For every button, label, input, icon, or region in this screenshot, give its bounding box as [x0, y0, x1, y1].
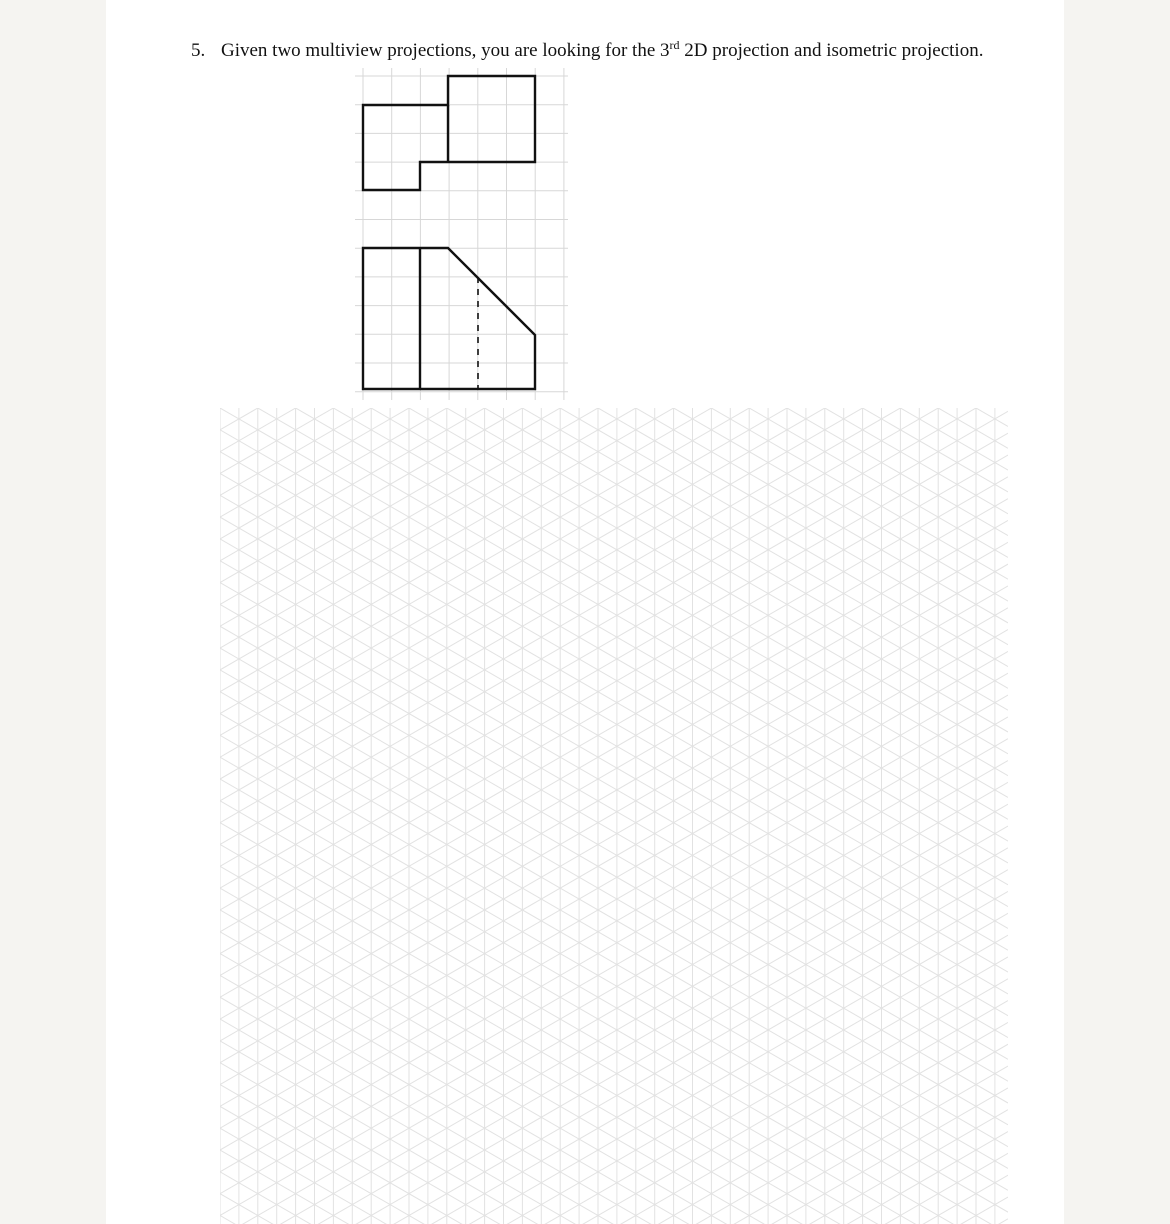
- iso-line: [220, 452, 1008, 907]
- iso-line: [220, 102, 1008, 557]
- iso-line: [220, 408, 1008, 863]
- question-text: Given two multiview projections, you are looking for the 3: [221, 40, 670, 61]
- iso-line: [220, 237, 1008, 692]
- iso-line: [220, 0, 1008, 233]
- iso-line: [220, 735, 1008, 1190]
- iso-line: [220, 651, 1008, 1106]
- iso-line: [220, 302, 1008, 757]
- iso-line: [220, 779, 1008, 1224]
- iso-line: [220, 499, 1008, 954]
- iso-line: [220, 149, 1008, 604]
- iso-line: [220, 15, 1008, 470]
- iso-line: [220, 19, 1008, 474]
- iso-line: [220, 823, 1008, 1224]
- iso-line: [220, 193, 1008, 648]
- iso-line: [220, 0, 1008, 168]
- iso-line: [220, 626, 1008, 1081]
- iso-line: [220, 321, 1008, 776]
- iso-line: [220, 368, 1008, 823]
- iso-line: [220, 233, 1008, 688]
- iso-line: [220, 866, 1008, 1224]
- iso-line: [220, 364, 1008, 819]
- iso-line: [220, 0, 1008, 252]
- iso-line: [220, 0, 1008, 121]
- iso-line: [220, 455, 1008, 910]
- iso-line: [220, 0, 1008, 405]
- iso-line: [220, 1088, 1008, 1224]
- iso-line: [220, 0, 1008, 274]
- iso-line: [220, 0, 1008, 12]
- iso-line: [220, 390, 1008, 845]
- question-text-end: 2D projection and isometric projection.: [679, 40, 984, 61]
- iso-line: [220, 670, 1008, 1125]
- iso-line: [220, 0, 1008, 212]
- iso-line: [220, 604, 1008, 1059]
- iso-line: [220, 0, 1008, 165]
- iso-line: [220, 212, 1008, 667]
- iso-line: [220, 0, 1008, 386]
- iso-line: [220, 0, 1008, 55]
- iso-line: [220, 0, 1008, 277]
- iso-line: [220, 0, 1008, 99]
- iso-line: [220, 411, 1008, 866]
- iso-line: [220, 0, 1008, 37]
- iso-line: [220, 255, 1008, 710]
- iso-line: [220, 517, 1008, 972]
- iso-line: [220, 0, 1008, 34]
- iso-line: [220, 0, 1008, 143]
- iso-line: [220, 542, 1008, 997]
- iso-line: [220, 386, 1008, 841]
- iso-line: [220, 168, 1008, 623]
- iso-line: [220, 473, 1008, 928]
- question-number: 5.: [191, 40, 206, 61]
- iso-line: [220, 190, 1008, 645]
- iso-line: [220, 804, 1008, 1224]
- isometric-grid: [220, 0, 1008, 1224]
- iso-line: [220, 0, 1008, 255]
- iso-line: [220, 171, 1008, 626]
- iso-line: [220, 648, 1008, 1103]
- iso-line: [220, 0, 1008, 430]
- iso-line: [220, 84, 1008, 539]
- iso-line: [220, 0, 1008, 339]
- iso-line: [220, 124, 1008, 579]
- iso-line: [220, 477, 1008, 932]
- iso-line: [220, 59, 1008, 514]
- iso-line: [220, 0, 1008, 452]
- iso-line: [220, 0, 1008, 383]
- iso-line: [220, 1110, 1008, 1224]
- iso-line: [220, 0, 1008, 230]
- iso-line: [220, 0, 1008, 408]
- iso-line: [220, 259, 1008, 714]
- iso-line: [220, 757, 1008, 1212]
- iso-line: [220, 0, 1008, 361]
- iso-line: [220, 0, 1008, 343]
- iso-line: [220, 0, 1008, 124]
- iso-line: [220, 564, 1008, 1019]
- iso-line: [220, 539, 1008, 994]
- iso-line: [220, 586, 1008, 1041]
- iso-line: [220, 0, 1008, 81]
- iso-line: [220, 0, 1008, 77]
- iso-line: [220, 1022, 1008, 1224]
- iso-line: [220, 714, 1008, 1169]
- question-superscript: rd: [669, 38, 680, 52]
- iso-line: [220, 1197, 1008, 1224]
- iso-line: [220, 128, 1008, 583]
- iso-line: [220, 81, 1008, 536]
- iso-line: [220, 299, 1008, 754]
- iso-line: [220, 430, 1008, 885]
- iso-line: [220, 1215, 1008, 1224]
- iso-line: [220, 106, 1008, 561]
- iso-line: [220, 761, 1008, 1216]
- iso-line: [220, 0, 1008, 186]
- iso-line: [220, 280, 1008, 735]
- iso-line: [220, 0, 1008, 146]
- iso-line: [220, 910, 1008, 1224]
- iso-line: [220, 0, 1008, 59]
- iso-line: [220, 561, 1008, 1016]
- iso-line: [220, 346, 1008, 801]
- iso-line: [220, 0, 1008, 208]
- iso-line: [220, 433, 1008, 888]
- iso-line: [220, 37, 1008, 492]
- iso-line: [220, 62, 1008, 517]
- iso-line: [220, 673, 1008, 1128]
- iso-line: [220, 0, 1008, 102]
- iso-line: [220, 343, 1008, 798]
- iso-line: [220, 0, 1008, 299]
- iso-line: [220, 0, 1008, 426]
- iso-line: [220, 739, 1008, 1194]
- iso-line: [220, 583, 1008, 1038]
- iso-line: [220, 520, 1008, 975]
- iso-line: [220, 215, 1008, 670]
- iso-line: [220, 717, 1008, 1172]
- iso-line: [220, 40, 1008, 495]
- iso-line: [220, 695, 1008, 1150]
- iso-line: [220, 0, 1008, 15]
- iso-line: [220, 0, 1008, 190]
- iso-line: [220, 1153, 1008, 1224]
- iso-line: [220, 1172, 1008, 1224]
- iso-line: [220, 0, 1008, 448]
- iso-line: [220, 0, 1008, 317]
- iso-line: [220, 630, 1008, 1085]
- iso-line: [220, 0, 1008, 364]
- iso-line: [220, 692, 1008, 1147]
- iso-line: [220, 0, 1008, 296]
- iso-line: [220, 495, 1008, 950]
- iso-line: [220, 0, 1008, 321]
- iso-line: [220, 324, 1008, 779]
- iso-line: [220, 146, 1008, 601]
- iso-line: [220, 277, 1008, 732]
- iso-line: [220, 608, 1008, 1063]
